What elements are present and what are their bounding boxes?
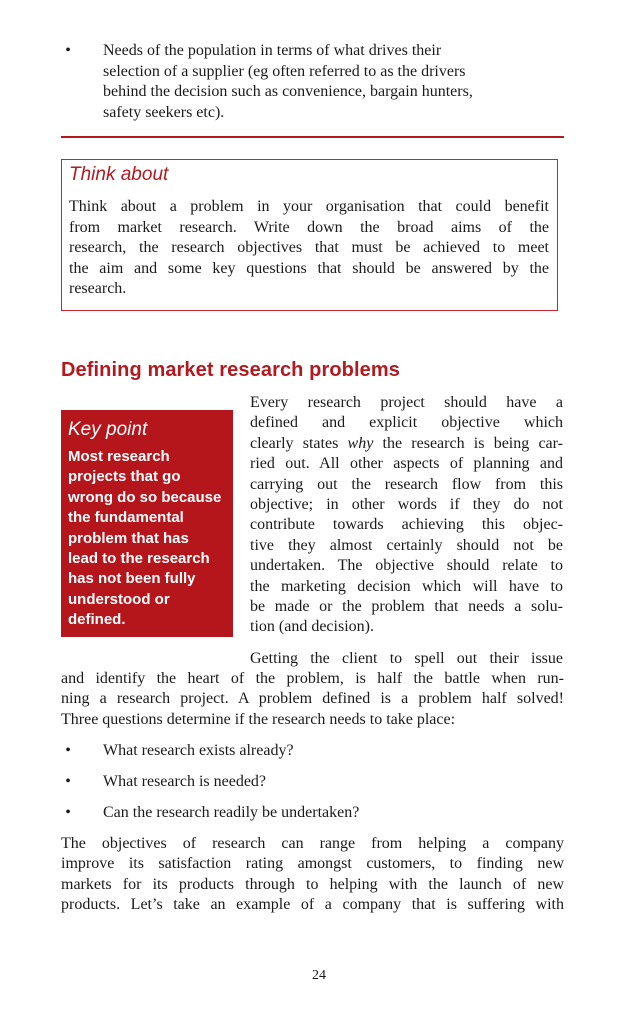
think-about-line: research, the research objectives that must be achieved to meet: [69, 239, 549, 256]
top-bullet-text: [103, 41, 564, 123]
body-line: and identify the heart of the problem, is half the battle when run-: [61, 670, 564, 687]
key-point-line: Most research: [68, 448, 170, 465]
bullet-marker: •: [65, 804, 71, 821]
key-point-line: the fundamental: [68, 509, 184, 527]
key-point-line: has not been fully: [68, 570, 196, 588]
body-line: carrying out the research flow from this: [250, 475, 563, 493]
question-text: What research is needed?: [103, 773, 267, 790]
key-point-line: wrong do so because: [68, 488, 222, 506]
body-paragraph-objectives: [250, 393, 563, 638]
body-line: Three questions determine if the research needs to take place:: [61, 710, 456, 728]
top-bullet-line: safety seekers etc).: [103, 103, 225, 121]
page-number: 24: [312, 968, 326, 983]
top-bullet-line: Needs of the population in terms of what drives their: [103, 42, 442, 59]
question-item: [61, 741, 564, 761]
key-point-line: problem that has: [68, 529, 189, 547]
body-line: undertaken. The objective should relate to: [250, 557, 563, 575]
key-point-body: [68, 447, 228, 631]
body-line: ried out. All other aspects of planning and: [250, 455, 563, 473]
body-line: Getting the client to spell out their issue: [250, 650, 563, 667]
key-point-title: Key point: [68, 419, 148, 440]
question-text: Can the research readily be undertaken?: [103, 804, 360, 821]
think-about-title: Think about: [69, 164, 169, 185]
think-about-line: Think about a problem in your organisation that could benefit: [69, 198, 549, 215]
key-point-line: lead to the research: [68, 550, 210, 568]
body-line: [250, 434, 563, 454]
body-line: Every research project should have a: [250, 394, 563, 411]
section-heading: Defining market research problems: [61, 359, 400, 381]
think-about-line: the aim and some key questions that should be answered by the: [69, 259, 549, 277]
body-line: tion (and decision).: [250, 618, 374, 636]
question-item: [61, 772, 564, 792]
body-text: clearly states: [250, 434, 348, 452]
question-item: [61, 803, 564, 823]
think-about-box: [61, 159, 558, 311]
body-line: objective; in other words if they do not: [250, 496, 563, 514]
bullet-marker: •: [65, 42, 71, 59]
body-paragraph-objectives-range: [61, 834, 564, 916]
key-point-line: understood or: [68, 590, 170, 608]
key-point-box: [61, 410, 233, 637]
body-text: the research is being car-: [373, 434, 563, 452]
think-about-line: from market research. Write down the broad aims of the: [69, 218, 549, 236]
bullet-marker: •: [65, 773, 71, 790]
body-line: markets for its products through to helping with the launch of new: [61, 875, 564, 893]
body-line: tive they almost certainly should not be: [250, 536, 563, 554]
key-point-line: defined.: [68, 611, 126, 629]
bullet-marker: •: [65, 742, 71, 759]
section-divider: [61, 136, 564, 138]
body-line: contribute towards achieving this objec-: [250, 516, 563, 534]
body-line: products. Let’s take an example of a company that is suffering with: [61, 896, 564, 914]
body-paragraph-client-first-line: [250, 649, 563, 669]
body-line: defined and explicit objective which: [250, 414, 563, 432]
body-line: ning a research project. A problem defined is a problem half solved!: [61, 690, 564, 708]
body-line: the marketing decision which will have to: [250, 577, 563, 595]
key-point-line: projects that go: [68, 468, 181, 486]
think-about-body: [69, 197, 549, 300]
body-paragraph-client: [61, 669, 564, 730]
body-line: The objectives of research can range from helping a company: [61, 835, 564, 852]
body-line: improve its satisfaction rating amongst customers, to finding new: [61, 855, 564, 873]
top-bullet-line: behind the decision such as convenience, bargain hunters,: [103, 83, 473, 100]
body-line: be made or the problem that needs a solu-: [250, 598, 563, 616]
think-about-line: research.: [69, 280, 127, 297]
question-text: What research exists already?: [103, 742, 294, 759]
top-bullet-line: selection of a supplier (eg often referred to as the drivers: [103, 62, 466, 80]
emphasis-text: why: [347, 434, 374, 452]
